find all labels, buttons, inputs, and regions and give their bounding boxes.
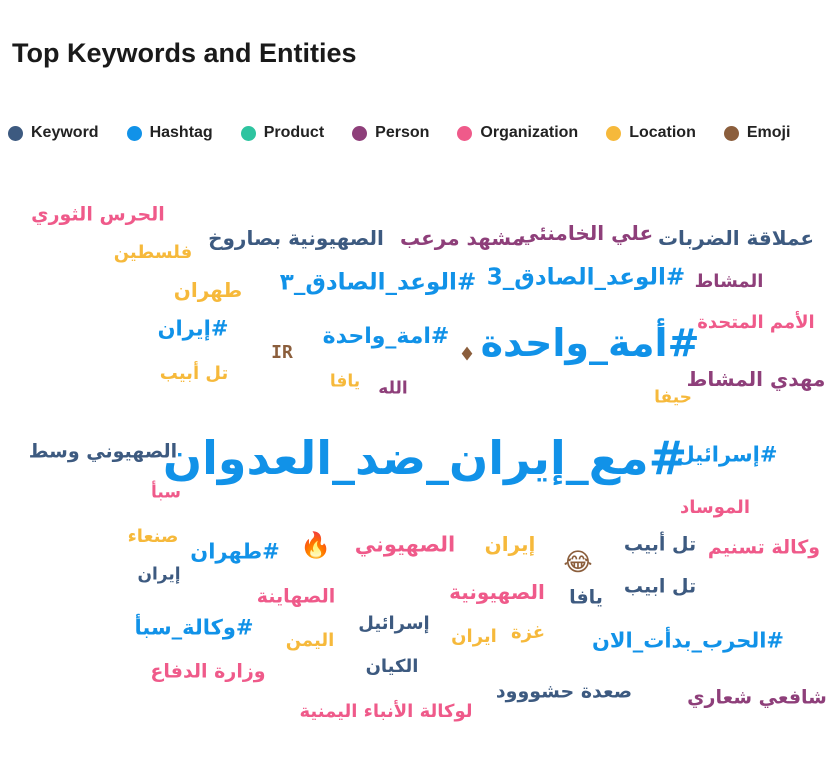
legend-label: Emoji [746, 124, 791, 141]
cloud-word: وزارة الدفاع [150, 660, 266, 683]
cloud-word: طهران [173, 278, 243, 302]
cloud-word: لوكالة الأنباء اليمنية [299, 701, 473, 722]
cloud-word: #إيران [157, 316, 229, 341]
cloud-word: #الوعد_الصادق_٣ [279, 269, 477, 296]
cloud-word: تل ابيب [623, 575, 697, 598]
legend-label: Person [375, 124, 430, 141]
cloud-word: الحرس الثوري [31, 203, 165, 226]
cloud-emoji: ♦ [458, 343, 476, 366]
cloud-word: علي الخامنئي [518, 221, 654, 245]
cloud-word: الصهيونية بصاروخ [208, 226, 384, 250]
cloud-word: #إسرائيل [676, 442, 778, 467]
legend-label: Keyword [31, 124, 99, 141]
cloud-word: المشاط [694, 271, 764, 292]
cloud-word: تل أبيب [623, 533, 697, 556]
cloud-word: وكالة تسنيم [707, 536, 821, 559]
legend-label: Hashtag [149, 124, 213, 141]
cloud-emoji: IR [271, 342, 293, 363]
cloud-word: يافا [569, 586, 603, 609]
cloud-emoji: 🔥 [300, 530, 332, 560]
chart-title: Top Keywords and Entities [12, 38, 357, 68]
cloud-word: الموساد [680, 497, 750, 518]
cloud-word: مشهد مرعب [399, 226, 525, 250]
cloud-word: الصهيوني وسط [28, 440, 178, 463]
cloud-word: #الوعد_الصادق_3 [486, 264, 686, 291]
cloud-word: فلسطين [113, 242, 193, 263]
cloud-word: #الحرب_بدأت_الان [591, 628, 785, 653]
cloud-word: عملاقة الضربات [657, 226, 815, 250]
cloud-word: الأمم المتحدة [697, 312, 815, 333]
cloud-word: إيران [484, 532, 536, 556]
cloud-word: الصهيوني [354, 532, 456, 557]
cloud-word: الكيان [365, 656, 419, 677]
cloud-word: #امة_واحدة [322, 324, 450, 349]
cloud-word: الصهيونية [449, 580, 545, 604]
cloud-word: #طهران [190, 539, 280, 564]
cloud-word: صنعاء [127, 526, 179, 547]
cloud-word: غزة [510, 622, 546, 643]
cloud-word: حيفا [654, 387, 692, 408]
cloud-word: #وكالة_سبأ [134, 615, 254, 640]
cloud-emoji: 😂 [563, 547, 593, 577]
legend-label: Organization [480, 124, 579, 141]
legend-label: Product [263, 124, 325, 141]
cloud-word: #أمة_واحدة [480, 321, 700, 365]
legend-label: Location [629, 124, 696, 141]
cloud-word: الصهاينة [256, 585, 336, 608]
cloud-word: يافا [329, 371, 361, 392]
cloud-word: سبأ [150, 482, 182, 503]
cloud-word: شافعي شعاري [687, 686, 827, 709]
cloud-word: الله [378, 378, 408, 399]
cloud-word: إسرائيل [358, 613, 430, 634]
cloud-word: تل أبيب [159, 363, 229, 384]
cloud-word: ايران [451, 626, 497, 647]
cloud-word: صعدة حشووود [495, 680, 633, 703]
cloud-word: #مع_إيران_ضد_العدوان [162, 431, 688, 485]
cloud-word: مهدي المشاط [686, 367, 826, 391]
cloud-word: إيران [137, 564, 181, 585]
cloud-word: اليمن [285, 630, 335, 651]
